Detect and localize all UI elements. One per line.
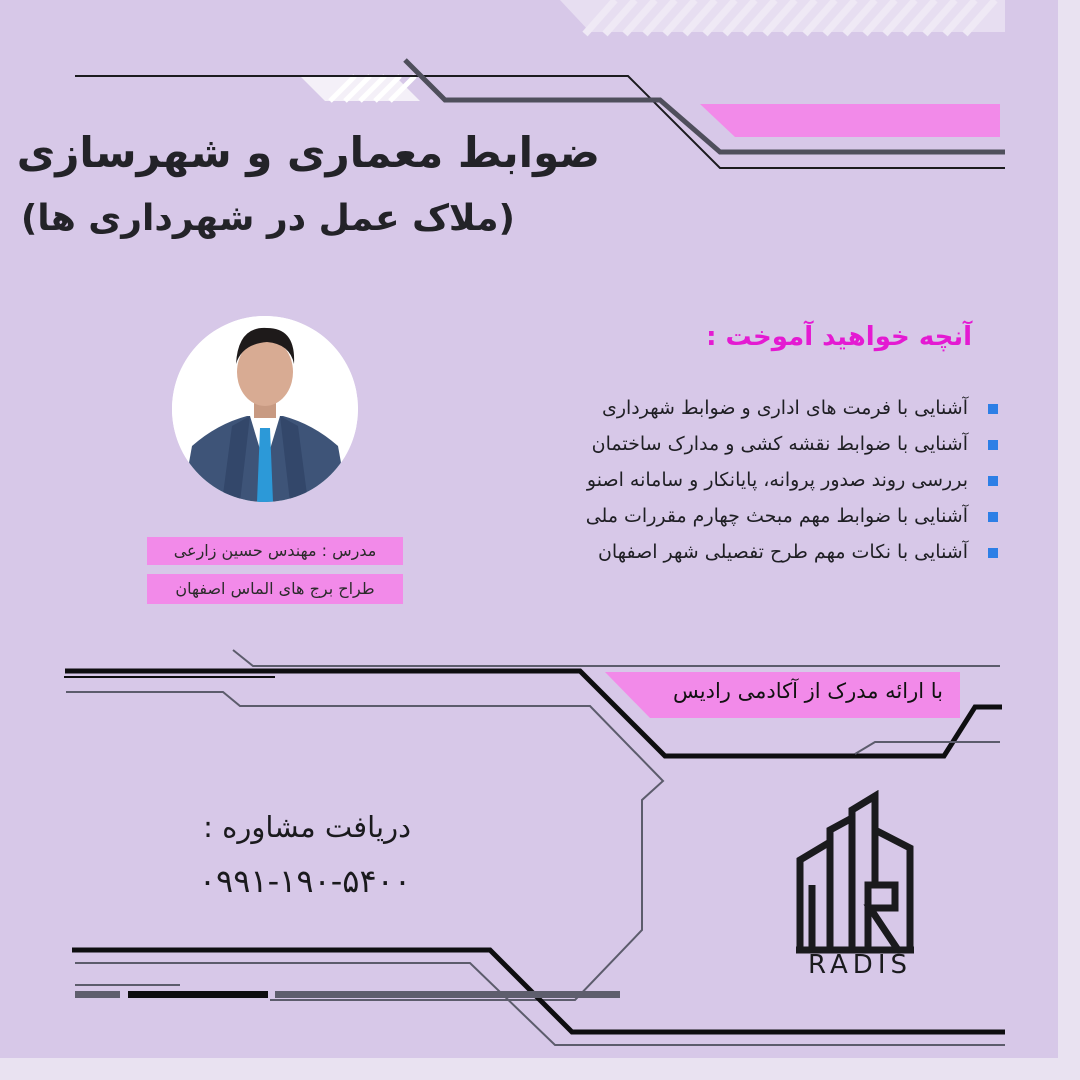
list-item	[586, 498, 998, 534]
bullet-square-icon	[988, 512, 998, 522]
list-item-text: آشنایی با نکات مهم طرح تفصیلی شهر اصفهان	[597, 541, 968, 563]
certificate-note: با ارائه مدرک از آکادمی رادیس	[673, 679, 943, 703]
page-title: ضوابط معماری و شهرسازی	[16, 128, 600, 177]
logo-wordmark: RADIS	[808, 950, 912, 980]
list-item-text: آشنایی با ضوابط نقشه کشی و مدارک ساختمان	[591, 433, 968, 455]
instructor-role: طراح برج های الماس اصفهان	[147, 574, 403, 604]
list-item-text: بررسی روند صدور پروانه، پایانکار و سامانه اصنو	[586, 469, 968, 491]
consult-label: دریافت مشاوره :	[203, 810, 411, 844]
bullet-square-icon	[988, 440, 998, 450]
phone-number[interactable]: ۰۹۹۱-۱۹۰-۵۴۰۰	[198, 862, 411, 900]
instructor-photo	[172, 316, 358, 502]
list-item	[586, 390, 998, 426]
bullet-square-icon	[988, 404, 998, 414]
list-item	[586, 534, 998, 570]
instructor-name: مدرس : مهندس حسین زارعی	[147, 537, 403, 565]
bullet-square-icon	[988, 476, 998, 486]
learn-list	[586, 390, 998, 570]
list-item-text: آشنایی با ضوابط مهم مبحث چهارم مقررات ملی	[585, 505, 968, 527]
list-item-text: آشنایی با فرمت های اداری و ضوابط شهرداری	[601, 397, 968, 419]
bullet-square-icon	[988, 548, 998, 558]
list-item	[586, 426, 998, 462]
page-subtitle: (ملاک عمل در شهرداری ها)	[20, 198, 515, 239]
list-item	[586, 462, 998, 498]
learn-heading: آنچه خواهید آموخت :	[706, 322, 972, 352]
